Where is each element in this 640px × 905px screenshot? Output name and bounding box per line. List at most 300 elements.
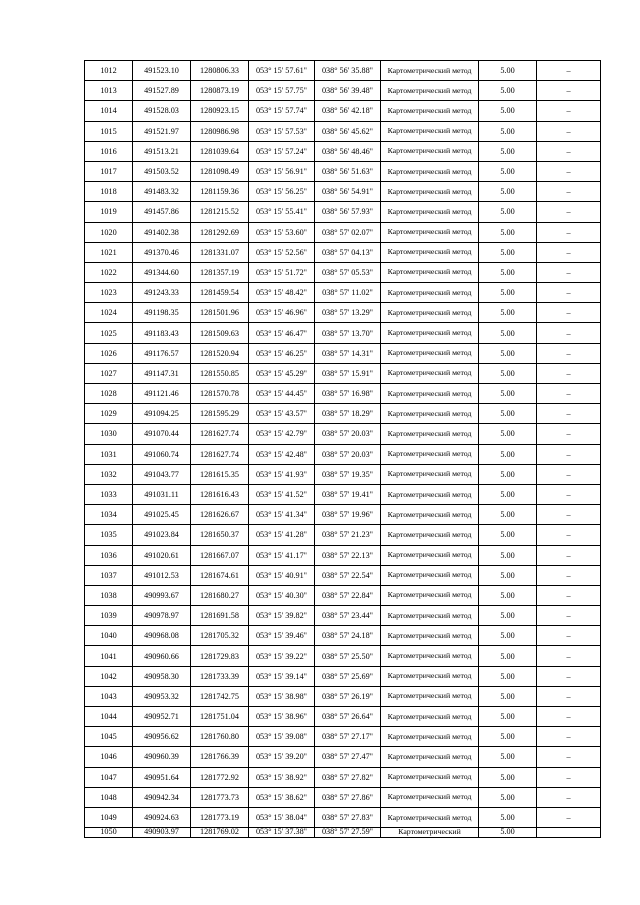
longitude-cell: 038° 57' 26.19" xyxy=(315,686,381,706)
point-number-cell: 1024 xyxy=(85,303,133,323)
longitude-cell: 038° 56' 45.62" xyxy=(315,121,381,141)
accuracy-cell: 5.00 xyxy=(479,81,537,101)
table-row xyxy=(85,484,601,504)
longitude-cell: 038° 57' 27.83" xyxy=(315,807,381,827)
longitude-cell: 038° 57' 02.07" xyxy=(315,222,381,242)
x-coordinate-cell: 491025.45 xyxy=(133,505,191,525)
table-row xyxy=(85,707,601,727)
point-number-cell: 1023 xyxy=(85,283,133,303)
accuracy-cell: 5.00 xyxy=(479,585,537,605)
x-coordinate-cell: 491070.44 xyxy=(133,424,191,444)
x-coordinate-cell: 491012.53 xyxy=(133,565,191,585)
method-cell: Картометрический метод xyxy=(381,404,479,424)
point-number-cell: 1014 xyxy=(85,101,133,121)
description-cell: – xyxy=(537,141,601,161)
accuracy-cell: 5.00 xyxy=(479,283,537,303)
point-number-cell: 1012 xyxy=(85,61,133,81)
table-row xyxy=(85,464,601,484)
description-cell: – xyxy=(537,182,601,202)
method-cell: Картометрический метод xyxy=(381,222,479,242)
y-coordinate-cell: 1281751.04 xyxy=(191,707,249,727)
accuracy-cell: 5.00 xyxy=(479,606,537,626)
accuracy-cell: 5.00 xyxy=(479,363,537,383)
method-cell: Картометрический метод xyxy=(381,646,479,666)
y-coordinate-cell: 1281292.69 xyxy=(191,222,249,242)
point-number-cell: 1040 xyxy=(85,626,133,646)
longitude-cell: 038° 57' 18.29" xyxy=(315,404,381,424)
y-coordinate-cell: 1281760.80 xyxy=(191,727,249,747)
method-cell: Картометрический метод xyxy=(381,464,479,484)
point-number-cell: 1025 xyxy=(85,323,133,343)
y-coordinate-cell: 1281570.78 xyxy=(191,384,249,404)
method-cell: Картометрический метод xyxy=(381,686,479,706)
longitude-cell: 038° 57' 22.54" xyxy=(315,565,381,585)
x-coordinate-cell: 491043.77 xyxy=(133,464,191,484)
point-number-cell: 1030 xyxy=(85,424,133,444)
table-row xyxy=(85,545,601,565)
method-cell: Картометрический метод xyxy=(381,81,479,101)
method-cell: Картометрический метод xyxy=(381,242,479,262)
point-number-cell: 1033 xyxy=(85,484,133,504)
longitude-cell: 038° 57' 25.50" xyxy=(315,646,381,666)
accuracy-cell: 5.00 xyxy=(479,747,537,767)
accuracy-cell: 5.00 xyxy=(479,384,537,404)
x-coordinate-cell: 490993.67 xyxy=(133,585,191,605)
x-coordinate-cell: 491483.32 xyxy=(133,182,191,202)
point-number-cell: 1029 xyxy=(85,404,133,424)
y-coordinate-cell: 1281615.35 xyxy=(191,464,249,484)
latitude-cell: 053° 15' 42.48" xyxy=(249,444,315,464)
description-cell: – xyxy=(537,807,601,827)
description-cell: – xyxy=(537,283,601,303)
accuracy-cell: 5.00 xyxy=(479,121,537,141)
table-row xyxy=(85,767,601,787)
method-cell: Картометрический метод xyxy=(381,202,479,222)
point-number-cell: 1048 xyxy=(85,787,133,807)
x-coordinate-cell: 491060.74 xyxy=(133,444,191,464)
x-coordinate-cell: 491344.60 xyxy=(133,262,191,282)
longitude-cell: 038° 57' 24.18" xyxy=(315,626,381,646)
table-row xyxy=(85,404,601,424)
latitude-cell: 053° 15' 46.47" xyxy=(249,323,315,343)
point-number-cell: 1021 xyxy=(85,242,133,262)
latitude-cell: 053° 15' 44.45" xyxy=(249,384,315,404)
y-coordinate-cell: 1281626.67 xyxy=(191,505,249,525)
description-cell: – xyxy=(537,747,601,767)
y-coordinate-cell: 1281680.27 xyxy=(191,585,249,605)
x-coordinate-cell: 490960.66 xyxy=(133,646,191,666)
y-coordinate-cell: 1281729.83 xyxy=(191,646,249,666)
x-coordinate-cell: 491503.52 xyxy=(133,161,191,181)
point-number-cell: 1018 xyxy=(85,182,133,202)
table-row xyxy=(85,807,601,827)
latitude-cell: 053° 15' 56.25" xyxy=(249,182,315,202)
accuracy-cell: 5.00 xyxy=(479,222,537,242)
longitude-cell: 038° 57' 23.44" xyxy=(315,606,381,626)
description-cell: – xyxy=(537,222,601,242)
method-cell: Картометрический метод xyxy=(381,424,479,444)
description-cell: – xyxy=(537,565,601,585)
method-cell: Картометрический метод xyxy=(381,343,479,363)
accuracy-cell: 5.00 xyxy=(479,727,537,747)
longitude-cell: 038° 57' 27.59" xyxy=(315,828,381,838)
x-coordinate-cell: 491198.35 xyxy=(133,303,191,323)
description-cell: – xyxy=(537,101,601,121)
longitude-cell: 038° 57' 27.17" xyxy=(315,727,381,747)
table-row xyxy=(85,222,601,242)
method-cell: Картометрический метод xyxy=(381,727,479,747)
table-row xyxy=(85,525,601,545)
point-number-cell: 1037 xyxy=(85,565,133,585)
table-row xyxy=(85,747,601,767)
table-row xyxy=(85,283,601,303)
y-coordinate-cell: 1280986.98 xyxy=(191,121,249,141)
table-row xyxy=(85,424,601,444)
accuracy-cell: 5.00 xyxy=(479,141,537,161)
y-coordinate-cell: 1281520.94 xyxy=(191,343,249,363)
longitude-cell: 038° 57' 14.31" xyxy=(315,343,381,363)
method-cell: Картометрический метод xyxy=(381,323,479,343)
y-coordinate-cell: 1281509.63 xyxy=(191,323,249,343)
accuracy-cell: 5.00 xyxy=(479,464,537,484)
latitude-cell: 053° 15' 38.96" xyxy=(249,707,315,727)
description-cell: – xyxy=(537,545,601,565)
longitude-cell: 038° 56' 39.48" xyxy=(315,81,381,101)
accuracy-cell: 5.00 xyxy=(479,505,537,525)
y-coordinate-cell: 1280806.33 xyxy=(191,61,249,81)
point-number-cell: 1036 xyxy=(85,545,133,565)
longitude-cell: 038° 57' 13.29" xyxy=(315,303,381,323)
point-number-cell: 1017 xyxy=(85,161,133,181)
point-number-cell: 1020 xyxy=(85,222,133,242)
point-number-cell: 1034 xyxy=(85,505,133,525)
coordinates-table xyxy=(84,60,601,838)
latitude-cell: 053° 15' 48.42" xyxy=(249,283,315,303)
longitude-cell: 038° 57' 27.47" xyxy=(315,747,381,767)
accuracy-cell: 5.00 xyxy=(479,767,537,787)
y-coordinate-cell: 1281772.92 xyxy=(191,767,249,787)
point-number-cell: 1032 xyxy=(85,464,133,484)
y-coordinate-cell: 1281766.39 xyxy=(191,747,249,767)
y-coordinate-cell: 1281501.96 xyxy=(191,303,249,323)
table-row xyxy=(85,161,601,181)
latitude-cell: 053° 15' 57.24" xyxy=(249,141,315,161)
x-coordinate-cell: 491243.33 xyxy=(133,283,191,303)
y-coordinate-cell: 1281705.32 xyxy=(191,626,249,646)
longitude-cell: 038° 57' 16.98" xyxy=(315,384,381,404)
latitude-cell: 053° 15' 38.98" xyxy=(249,686,315,706)
table-row xyxy=(85,61,601,81)
table-row xyxy=(85,828,601,838)
description-cell: – xyxy=(537,61,601,81)
latitude-cell: 053° 15' 38.04" xyxy=(249,807,315,827)
x-coordinate-cell: 491402.38 xyxy=(133,222,191,242)
accuracy-cell: 5.00 xyxy=(479,182,537,202)
table-row xyxy=(85,202,601,222)
longitude-cell: 038° 57' 19.96" xyxy=(315,505,381,525)
latitude-cell: 053° 15' 38.92" xyxy=(249,767,315,787)
latitude-cell: 053° 15' 41.28" xyxy=(249,525,315,545)
method-cell: Картометрический метод xyxy=(381,807,479,827)
accuracy-cell: 5.00 xyxy=(479,646,537,666)
longitude-cell: 038° 57' 11.02" xyxy=(315,283,381,303)
description-cell: – xyxy=(537,626,601,646)
table-row xyxy=(85,141,601,161)
latitude-cell: 053° 15' 41.17" xyxy=(249,545,315,565)
x-coordinate-cell: 490978.97 xyxy=(133,606,191,626)
accuracy-cell: 5.00 xyxy=(479,807,537,827)
longitude-cell: 038° 57' 15.91" xyxy=(315,363,381,383)
point-number-cell: 1035 xyxy=(85,525,133,545)
table-row xyxy=(85,686,601,706)
y-coordinate-cell: 1281769.02 xyxy=(191,828,249,838)
x-coordinate-cell: 491457.86 xyxy=(133,202,191,222)
table-row xyxy=(85,646,601,666)
x-coordinate-cell: 491523.10 xyxy=(133,61,191,81)
latitude-cell: 053° 15' 46.96" xyxy=(249,303,315,323)
x-coordinate-cell: 490903.97 xyxy=(133,828,191,838)
x-coordinate-cell: 491183.43 xyxy=(133,323,191,343)
x-coordinate-cell: 491031.11 xyxy=(133,484,191,504)
x-coordinate-cell: 490924.63 xyxy=(133,807,191,827)
longitude-cell: 038° 56' 42.18" xyxy=(315,101,381,121)
latitude-cell: 053° 15' 43.57" xyxy=(249,404,315,424)
latitude-cell: 053° 15' 56.91" xyxy=(249,161,315,181)
accuracy-cell: 5.00 xyxy=(479,525,537,545)
table-row xyxy=(85,262,601,282)
accuracy-cell: 5.00 xyxy=(479,787,537,807)
x-coordinate-cell: 491020.61 xyxy=(133,545,191,565)
method-cell: Картометрический метод xyxy=(381,747,479,767)
table-row xyxy=(85,666,601,686)
latitude-cell: 053° 15' 41.52" xyxy=(249,484,315,504)
y-coordinate-cell: 1281098.49 xyxy=(191,161,249,181)
longitude-cell: 038° 56' 35.88" xyxy=(315,61,381,81)
accuracy-cell: 5.00 xyxy=(479,828,537,838)
point-number-cell: 1045 xyxy=(85,727,133,747)
description-cell: – xyxy=(537,161,601,181)
table-row xyxy=(85,343,601,363)
x-coordinate-cell: 490968.08 xyxy=(133,626,191,646)
method-cell: Картометрический метод xyxy=(381,707,479,727)
latitude-cell: 053° 15' 41.34" xyxy=(249,505,315,525)
method-cell: Картометрический метод xyxy=(381,101,479,121)
table-row xyxy=(85,606,601,626)
x-coordinate-cell: 490942.34 xyxy=(133,787,191,807)
table-row xyxy=(85,303,601,323)
description-cell: – xyxy=(537,343,601,363)
accuracy-cell: 5.00 xyxy=(479,202,537,222)
table-row xyxy=(85,787,601,807)
accuracy-cell: 5.00 xyxy=(479,161,537,181)
longitude-cell: 038° 57' 19.41" xyxy=(315,484,381,504)
longitude-cell: 038° 57' 13.70" xyxy=(315,323,381,343)
x-coordinate-cell: 490952.71 xyxy=(133,707,191,727)
latitude-cell: 053° 15' 45.29" xyxy=(249,363,315,383)
point-number-cell: 1043 xyxy=(85,686,133,706)
latitude-cell: 053° 15' 57.61" xyxy=(249,61,315,81)
method-cell: Картометрический метод xyxy=(381,787,479,807)
table-row xyxy=(85,323,601,343)
latitude-cell: 053° 15' 39.08" xyxy=(249,727,315,747)
point-number-cell: 1015 xyxy=(85,121,133,141)
longitude-cell: 038° 56' 57.93" xyxy=(315,202,381,222)
description-cell: – xyxy=(537,242,601,262)
method-cell: Картометрический xyxy=(381,828,479,838)
accuracy-cell: 5.00 xyxy=(479,343,537,363)
accuracy-cell: 5.00 xyxy=(479,666,537,686)
longitude-cell: 038° 57' 04.13" xyxy=(315,242,381,262)
x-coordinate-cell: 491521.97 xyxy=(133,121,191,141)
description-cell: – xyxy=(537,525,601,545)
y-coordinate-cell: 1280923.15 xyxy=(191,101,249,121)
description-cell: – xyxy=(537,121,601,141)
latitude-cell: 053° 15' 46.25" xyxy=(249,343,315,363)
y-coordinate-cell: 1281159.36 xyxy=(191,182,249,202)
longitude-cell: 038° 57' 22.84" xyxy=(315,585,381,605)
table-row xyxy=(85,626,601,646)
x-coordinate-cell: 490953.32 xyxy=(133,686,191,706)
latitude-cell: 053° 15' 40.91" xyxy=(249,565,315,585)
method-cell: Картометрический метод xyxy=(381,303,479,323)
table-row xyxy=(85,585,601,605)
y-coordinate-cell: 1281733.39 xyxy=(191,666,249,686)
latitude-cell: 053° 15' 39.82" xyxy=(249,606,315,626)
x-coordinate-cell: 490956.62 xyxy=(133,727,191,747)
point-number-cell: 1022 xyxy=(85,262,133,282)
description-cell: – xyxy=(537,505,601,525)
longitude-cell: 038° 57' 26.64" xyxy=(315,707,381,727)
longitude-cell: 038° 57' 27.82" xyxy=(315,767,381,787)
method-cell: Картометрический метод xyxy=(381,161,479,181)
description-cell: – xyxy=(537,767,601,787)
description-cell: – xyxy=(537,707,601,727)
point-number-cell: 1028 xyxy=(85,384,133,404)
latitude-cell: 053° 15' 40.30" xyxy=(249,585,315,605)
x-coordinate-cell: 490958.30 xyxy=(133,666,191,686)
accuracy-cell: 5.00 xyxy=(479,707,537,727)
point-number-cell: 1016 xyxy=(85,141,133,161)
latitude-cell: 053° 15' 39.46" xyxy=(249,626,315,646)
method-cell: Картометрический метод xyxy=(381,525,479,545)
y-coordinate-cell: 1281674.61 xyxy=(191,565,249,585)
description-cell: – xyxy=(537,424,601,444)
table-row xyxy=(85,727,601,747)
longitude-cell: 038° 57' 22.13" xyxy=(315,545,381,565)
y-coordinate-cell: 1281627.74 xyxy=(191,424,249,444)
table-row xyxy=(85,384,601,404)
latitude-cell: 053° 15' 53.60" xyxy=(249,222,315,242)
latitude-cell: 053° 15' 41.93" xyxy=(249,464,315,484)
y-coordinate-cell: 1281331.07 xyxy=(191,242,249,262)
method-cell: Картометрический метод xyxy=(381,262,479,282)
method-cell: Картометрический метод xyxy=(381,283,479,303)
latitude-cell: 053° 15' 51.72" xyxy=(249,262,315,282)
y-coordinate-cell: 1281773.73 xyxy=(191,787,249,807)
point-number-cell: 1038 xyxy=(85,585,133,605)
y-coordinate-cell: 1281773.19 xyxy=(191,807,249,827)
y-coordinate-cell: 1281742.75 xyxy=(191,686,249,706)
y-coordinate-cell: 1281459.54 xyxy=(191,283,249,303)
y-coordinate-cell: 1281627.74 xyxy=(191,444,249,464)
y-coordinate-cell: 1281357.19 xyxy=(191,262,249,282)
description-cell: – xyxy=(537,404,601,424)
description-cell: – xyxy=(537,262,601,282)
latitude-cell: 053° 15' 42.79" xyxy=(249,424,315,444)
table-row xyxy=(85,81,601,101)
method-cell: Картометрический метод xyxy=(381,363,479,383)
method-cell: Картометрический метод xyxy=(381,384,479,404)
longitude-cell: 038° 57' 25.69" xyxy=(315,666,381,686)
y-coordinate-cell: 1281039.64 xyxy=(191,141,249,161)
latitude-cell: 053° 15' 37.38" xyxy=(249,828,315,838)
table-row xyxy=(85,565,601,585)
method-cell: Картометрический метод xyxy=(381,545,479,565)
longitude-cell: 038° 57' 20.03" xyxy=(315,424,381,444)
accuracy-cell: 5.00 xyxy=(479,404,537,424)
y-coordinate-cell: 1281691.58 xyxy=(191,606,249,626)
latitude-cell: 053° 15' 39.14" xyxy=(249,666,315,686)
x-coordinate-cell: 491094.25 xyxy=(133,404,191,424)
x-coordinate-cell: 490960.39 xyxy=(133,747,191,767)
description-cell: – xyxy=(537,686,601,706)
y-coordinate-cell: 1281667.07 xyxy=(191,545,249,565)
table-row xyxy=(85,101,601,121)
table-row xyxy=(85,444,601,464)
accuracy-cell: 5.00 xyxy=(479,242,537,262)
method-cell: Картометрический метод xyxy=(381,505,479,525)
method-cell: Картометрический метод xyxy=(381,565,479,585)
latitude-cell: 053° 15' 55.41" xyxy=(249,202,315,222)
point-number-cell: 1027 xyxy=(85,363,133,383)
y-coordinate-cell: 1280873.19 xyxy=(191,81,249,101)
description-cell: – xyxy=(537,81,601,101)
longitude-cell: 038° 56' 48.46" xyxy=(315,141,381,161)
point-number-cell: 1041 xyxy=(85,646,133,666)
point-number-cell: 1039 xyxy=(85,606,133,626)
x-coordinate-cell: 491527.89 xyxy=(133,81,191,101)
longitude-cell: 038° 56' 51.63" xyxy=(315,161,381,181)
accuracy-cell: 5.00 xyxy=(479,61,537,81)
accuracy-cell: 5.00 xyxy=(479,323,537,343)
description-cell: – xyxy=(537,363,601,383)
longitude-cell: 038° 57' 21.23" xyxy=(315,525,381,545)
table-row xyxy=(85,121,601,141)
accuracy-cell: 5.00 xyxy=(479,424,537,444)
description-cell: – xyxy=(537,323,601,343)
method-cell: Картометрический метод xyxy=(381,444,479,464)
accuracy-cell: 5.00 xyxy=(479,545,537,565)
x-coordinate-cell: 491513.21 xyxy=(133,141,191,161)
x-coordinate-cell: 490951.64 xyxy=(133,767,191,787)
coordinates-table-body xyxy=(85,61,601,838)
accuracy-cell: 5.00 xyxy=(479,686,537,706)
y-coordinate-cell: 1281550.85 xyxy=(191,363,249,383)
method-cell: Картометрический метод xyxy=(381,484,479,504)
accuracy-cell: 5.00 xyxy=(479,101,537,121)
method-cell: Картометрический метод xyxy=(381,585,479,605)
description-cell: – xyxy=(537,787,601,807)
accuracy-cell: 5.00 xyxy=(479,626,537,646)
point-number-cell: 1047 xyxy=(85,767,133,787)
point-number-cell: 1019 xyxy=(85,202,133,222)
point-number-cell: 1046 xyxy=(85,747,133,767)
longitude-cell: 038° 57' 20.03" xyxy=(315,444,381,464)
x-coordinate-cell: 491121.46 xyxy=(133,384,191,404)
accuracy-cell: 5.00 xyxy=(479,444,537,464)
description-cell: – xyxy=(537,444,601,464)
method-cell: Картометрический метод xyxy=(381,61,479,81)
